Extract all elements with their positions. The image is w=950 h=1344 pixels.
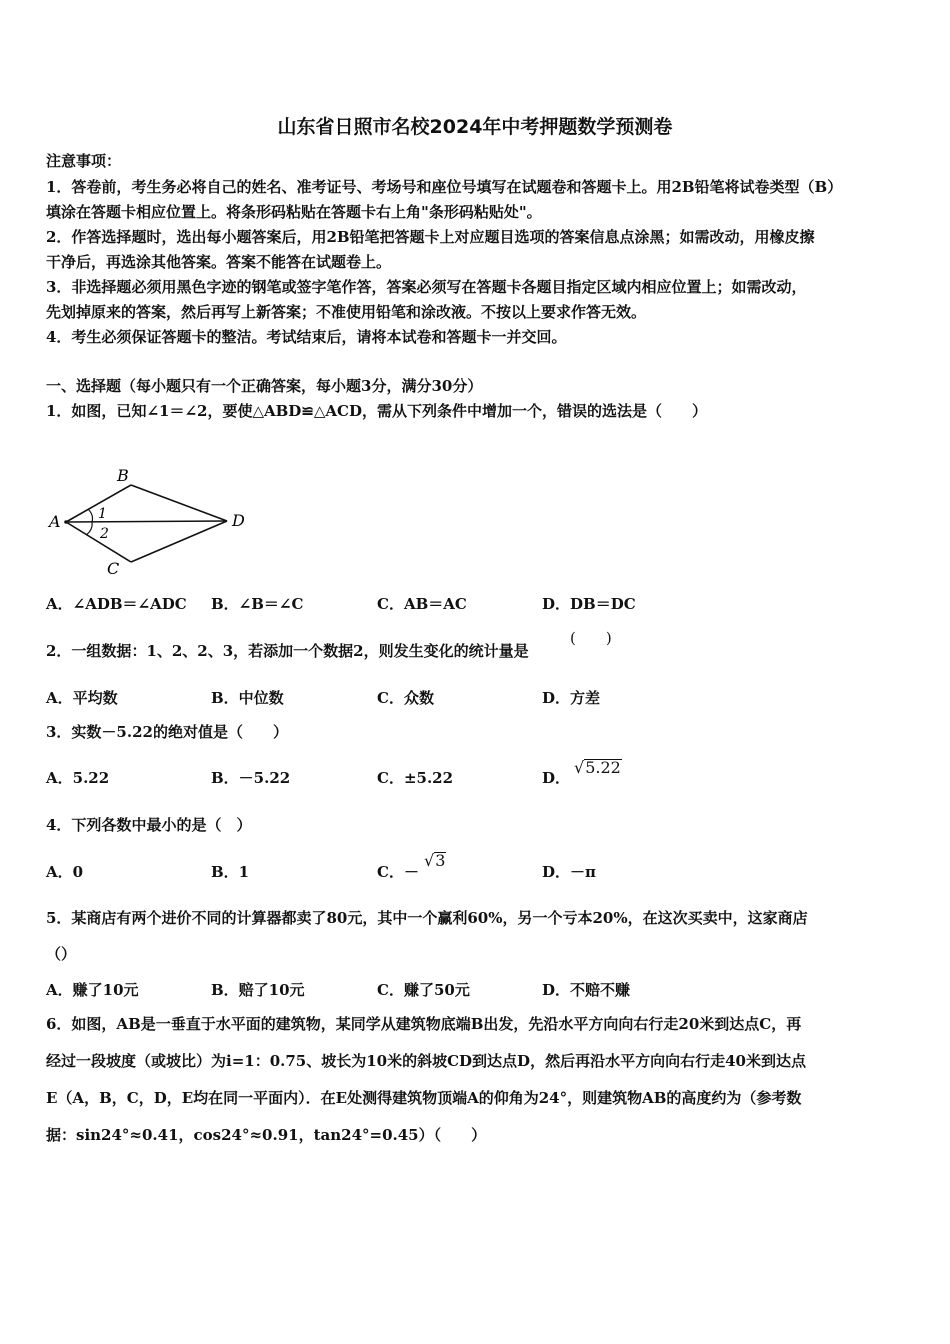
segment-bd (131, 485, 227, 521)
question-6-stem: 据：sin24°≈0.41，cos24°≈0.91，tan24°=0.45）（ ） (46, 1126, 487, 1144)
q5-option-b[interactable]: B．赔了10元 (211, 981, 305, 999)
q4-option-d[interactable]: D．－π (542, 863, 596, 881)
label-c: C (107, 559, 120, 578)
segment-ac (66, 522, 131, 562)
q1-option-d[interactable]: D．DB＝DC (542, 595, 636, 613)
notice-line: 4．考生必须保证答题卡的整洁。考试结束后，请将本试卷和答题卡一并交回。 (46, 328, 567, 346)
angle-1-arc (88, 509, 93, 522)
label-b: B (117, 466, 129, 485)
question-2-stem: 2．一组数据：1、2、2、3，若添加一个数据2，则发生变化的统计量是 (46, 642, 529, 660)
q3-option-d-sqrt (574, 758, 622, 778)
q4-option-c-sqrt (424, 851, 446, 871)
question-6-stem: 经过一段坡度（或坡比）为i=1：0.75、坡长为10米的斜坡CD到达点D，然后再沿水平方向向右行走40米到达点 (46, 1052, 806, 1070)
label-d: D (232, 511, 245, 530)
q2-option-a[interactable]: A．平均数 (46, 689, 118, 707)
label-a: A (49, 512, 61, 531)
q1-option-b[interactable]: B．∠B＝∠C (211, 595, 304, 613)
q2-option-c[interactable]: C．众数 (377, 689, 434, 707)
notice-line: 填涂在答题卡相应位置上。将条形码粘贴在答题卡右上角"条形码粘贴处"。 (46, 203, 542, 221)
radicand: 3 (435, 851, 446, 870)
q3-option-c[interactable]: C．±5.22 (377, 769, 454, 787)
radical-sign-icon: √ (424, 851, 435, 870)
segment-ad (66, 521, 227, 522)
notice-line: 干净后，再选涂其他答案。答案不能答在试题卷上。 (46, 253, 392, 271)
question-6-stem: 6．如图，AB是一垂直于水平面的建筑物，某同学从建筑物底端B出发，先沿水平方向向右行走20米到达点C，再 (46, 1015, 802, 1033)
notice-line: 3．非选择题必须用黑色字迹的钢笔或签字笔作答，答案必须写在答题卡各题目指定区域内相应位置上；如需改动， (46, 278, 807, 296)
notice-heading: 注意事项： (46, 152, 122, 170)
segment-cd (131, 521, 227, 562)
q3-option-a[interactable]: A．5.22 (46, 769, 110, 787)
notice-line: 先划掉原来的答案，然后再写上新答案；不准使用铅笔和涂改液。不按以上要求作答无效。 (46, 303, 647, 321)
q4-option-b[interactable]: B．1 (211, 863, 250, 881)
question-5-stem: 5．某商店有两个进价不同的计算器都卖了80元，其中一个赢利60%，另一个亏本20%，在这次买卖中，这家商店 (46, 909, 808, 927)
angle-1-label: 1 (98, 506, 107, 522)
q1-option-c[interactable]: C．AB＝AC (377, 595, 467, 613)
angle-2-arc (86, 522, 92, 535)
page-title: 山东省日照市名校2024年中考押题数学预测卷 (277, 116, 673, 138)
angle-2-label: 2 (100, 526, 109, 542)
question-1-figure (44, 462, 264, 580)
question-3-stem: 3．实数－5.22的绝对值是（ ） (46, 723, 288, 741)
question-2-paren: ( ) (570, 629, 612, 647)
radicand: 5.22 (585, 758, 621, 777)
q2-option-b[interactable]: B．中位数 (211, 689, 284, 707)
q4-option-c[interactable]: C．－ (377, 863, 419, 881)
question-4-stem: 4．下列各数中最小的是（ ） (46, 816, 252, 834)
radical-sign-icon: √ (574, 758, 585, 777)
notice-line: 1．答卷前，考生务必将自己的姓名、准考证号、考场号和座位号填写在试题卷和答题卡上。用2B铅笔将试卷类型（B） (46, 178, 843, 196)
q4-option-a[interactable]: A．0 (46, 863, 84, 881)
question-1-stem: 1．如图，已知∠1＝∠2，要使△ABD≌△ACD，需从下列条件中增加一个，错误的选法是（ ） (46, 402, 707, 420)
q5-option-a[interactable]: A．赚了10元 (46, 981, 139, 999)
q3-option-d[interactable]: D． (542, 769, 571, 787)
q1-option-a[interactable]: A．∠ADB＝∠ADC (46, 595, 187, 613)
q2-option-d[interactable]: D．方差 (542, 689, 601, 707)
point-a (64, 520, 68, 524)
section-heading: 一、选择题（每小题只有一个正确答案，每小题3分，满分30分） (46, 377, 483, 395)
question-6-stem: E（A，B，C，D，E均在同一平面内）．在E处测得建筑物顶端A的仰角为24°，则建筑物AB的高度约为（参考数 (46, 1089, 802, 1107)
q5-option-d[interactable]: D．不赔不赚 (542, 981, 631, 999)
question-5-stem: （） (46, 945, 77, 963)
q5-option-c[interactable]: C．赚了50元 (377, 981, 470, 999)
notice-line: 2．作答选择题时，选出每小题答案后，用2B铅笔把答题卡上对应题目选项的答案信息点涂黑；如需改动，用橡皮擦 (46, 228, 815, 246)
q3-option-b[interactable]: B．－5.22 (211, 769, 291, 787)
